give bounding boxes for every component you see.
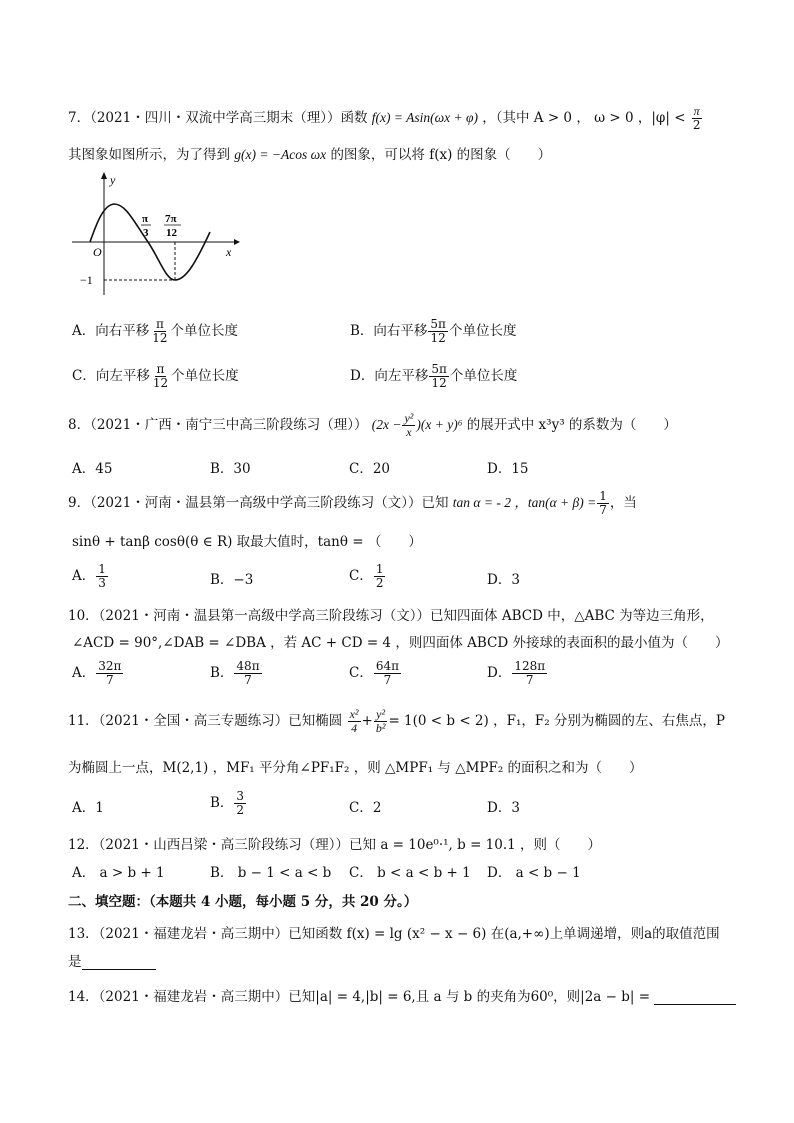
q10-option-a[interactable]: A． $\frac{32\pi}{7}$	[72, 659, 122, 687]
q13-line1: 13．（2021・福建龙岩・高三期中）已知函数 f(x) = lg (x² − x − 6) 在(a,+∞)上单调递增，则a的取值范围	[68, 926, 720, 942]
q7-pi-over-2: $\frac{\pi}{2}$	[692, 104, 701, 132]
q11-option-c[interactable]: C．2	[349, 800, 382, 816]
q11-option-a[interactable]: A．1	[72, 800, 104, 816]
tick-pi3-den: 3	[143, 227, 149, 239]
q11-line1: 11．（2021・全国・高三专题练习）已知椭圆 $\frac{\text{x²}}{4}$ + $\frac{\text{y²}}{\text{b²}}$ = 1(0 < b < 2) ，F₁，F₂ 分别为椭圆的左、右焦点，P	[68, 707, 726, 735]
q8-option-d[interactable]: D．15	[487, 461, 529, 477]
q12-option-d[interactable]: D． a < b − 1	[487, 865, 581, 881]
tick-pi3-num: π	[142, 213, 149, 225]
q7-option-c[interactable]: C．向左平移 $\frac{\pi}{12}$ 个单位长度	[72, 362, 239, 390]
q7-line2	[68, 143, 551, 163]
q9-line2: sinθ + tanβ cosθ(θ ∈ R) 取最大值时，tanθ = （ ）	[72, 534, 422, 550]
q10-option-c[interactable]: C． $\frac{64\pi}{7}$	[349, 659, 399, 687]
q9-option-a[interactable]: A． $\frac{1}{3}$	[72, 562, 106, 590]
q12-option-a[interactable]: A． a > b + 1	[72, 865, 165, 881]
q9-option-c[interactable]: C． $\frac{1}{2}$	[349, 562, 384, 590]
q7-sine-graph	[68, 170, 243, 300]
q8-option-a[interactable]: A．45	[72, 461, 113, 477]
q7-option-a[interactable]: A．向右平移 $\frac{\pi}{12}$ 个单位长度	[72, 317, 239, 345]
section-heading: 二、填空题：（本题共 4 小题，每小题 5 分，共 20 分。）	[68, 894, 418, 910]
q13-answer-blank[interactable]	[82, 955, 156, 970]
q12-option-b[interactable]: B． b − 1 < a < b	[210, 865, 332, 881]
origin-label: O	[93, 245, 102, 259]
q7-option-d[interactable]: D．向左平移 $\frac{5\pi}{12}$ 个单位长度	[350, 362, 518, 390]
y-axis-arrow	[101, 172, 107, 179]
q7-line1	[68, 105, 703, 132]
q8-option-b[interactable]: B．30	[210, 461, 251, 477]
q12-line: 12．（2021・山西吕梁・高三阶段练习（理））已知 a = 10e⁰·¹, b = 10.1 ，则（ ）	[68, 837, 602, 853]
tick-7pi12-num: 7π	[165, 213, 177, 225]
q7-condition: ，（其中 A > 0 ， ω > 0 ，|φ| <	[482, 110, 686, 126]
q7-option-b[interactable]: B．向右平移 $\frac{5\pi}{12}$ 个单位长度	[350, 317, 517, 345]
q10-option-b[interactable]: B． $\frac{48\pi}{7}$	[210, 659, 260, 687]
q11-line2: 为椭圆上一点，M(2,1) ，MF₁ 平分角∠PF₁F₂ ，则 △MPF₁ 与 △MPF₂ 的面积之和为（ ）	[68, 760, 643, 776]
q7-tail: 的图象，可以将 f(x) 的图象（ ）	[330, 147, 552, 163]
q8-stem: 8．（2021・广西・南宁三中高三阶段练习（理））	[68, 417, 368, 433]
y-label: y	[110, 173, 116, 187]
q7-stem: 7．（2021・四川・双流中学高三期末（理））函数	[68, 110, 368, 126]
q11-option-d[interactable]: D．3	[487, 800, 520, 816]
q7-stem2: 其图象如图所示，为了得到	[68, 147, 230, 163]
q10-line2: ∠ACD = 90°,∠DAB = ∠DBA ，若 AC + CD = 4 ，则四面体 ABCD 外接球的表面积的最小值为（ ）	[72, 635, 729, 651]
q13-line2: 是	[68, 950, 156, 970]
q7-g-function: g(x) = −Acos ωx	[234, 147, 327, 162]
q11-option-b[interactable]: B． $\frac{3}{2}$	[210, 789, 245, 817]
q8-option-c[interactable]: C．20	[349, 461, 391, 477]
q7-function: f(x) = Asin(ωx + φ)	[371, 110, 478, 125]
x-axis-arrow	[234, 239, 240, 245]
q9-option-d[interactable]: D．3	[487, 572, 520, 588]
q14-line: 14．（2021・福建龙岩・高三期中）已知|a| = 4,|b| = 6,且 a 与 b 的夹角为60⁰，则|2a − b| =	[68, 985, 736, 1005]
q8-tail: 的展开式中 x³y³ 的系数为（ ）	[466, 417, 677, 433]
q10-option-d[interactable]: D． $\frac{128\pi}{7}$	[487, 659, 546, 687]
tick-7pi12-den: 12	[166, 227, 177, 239]
q14-answer-blank[interactable]	[654, 990, 736, 1005]
q9-line1: 9．（2021・河南・温县第一高级中学高三阶段练习（文））已知 tan α = - 2 ，tan(α + β) = $\frac{1}{7}$ ，当	[68, 489, 637, 517]
q12-option-c[interactable]: C． b < a < b + 1	[349, 865, 471, 881]
q9-option-b[interactable]: B．−3	[210, 572, 254, 588]
q8-line: 8．（2021・广西・南宁三中高三阶段练习（理）） (2x − $\frac{\text{y²}}{x}$ )(x + y)⁶ 的展开式中 x³y³ 的系数为（ ）	[68, 411, 677, 439]
q10-line1: 10．（2021・河南・温县第一高级中学高三阶段练习（文））已知四面体 ABCD 中，△ABC 为等边三角形，	[68, 608, 714, 624]
minus-one-label: −1	[80, 273, 93, 287]
x-label: x	[226, 245, 232, 259]
